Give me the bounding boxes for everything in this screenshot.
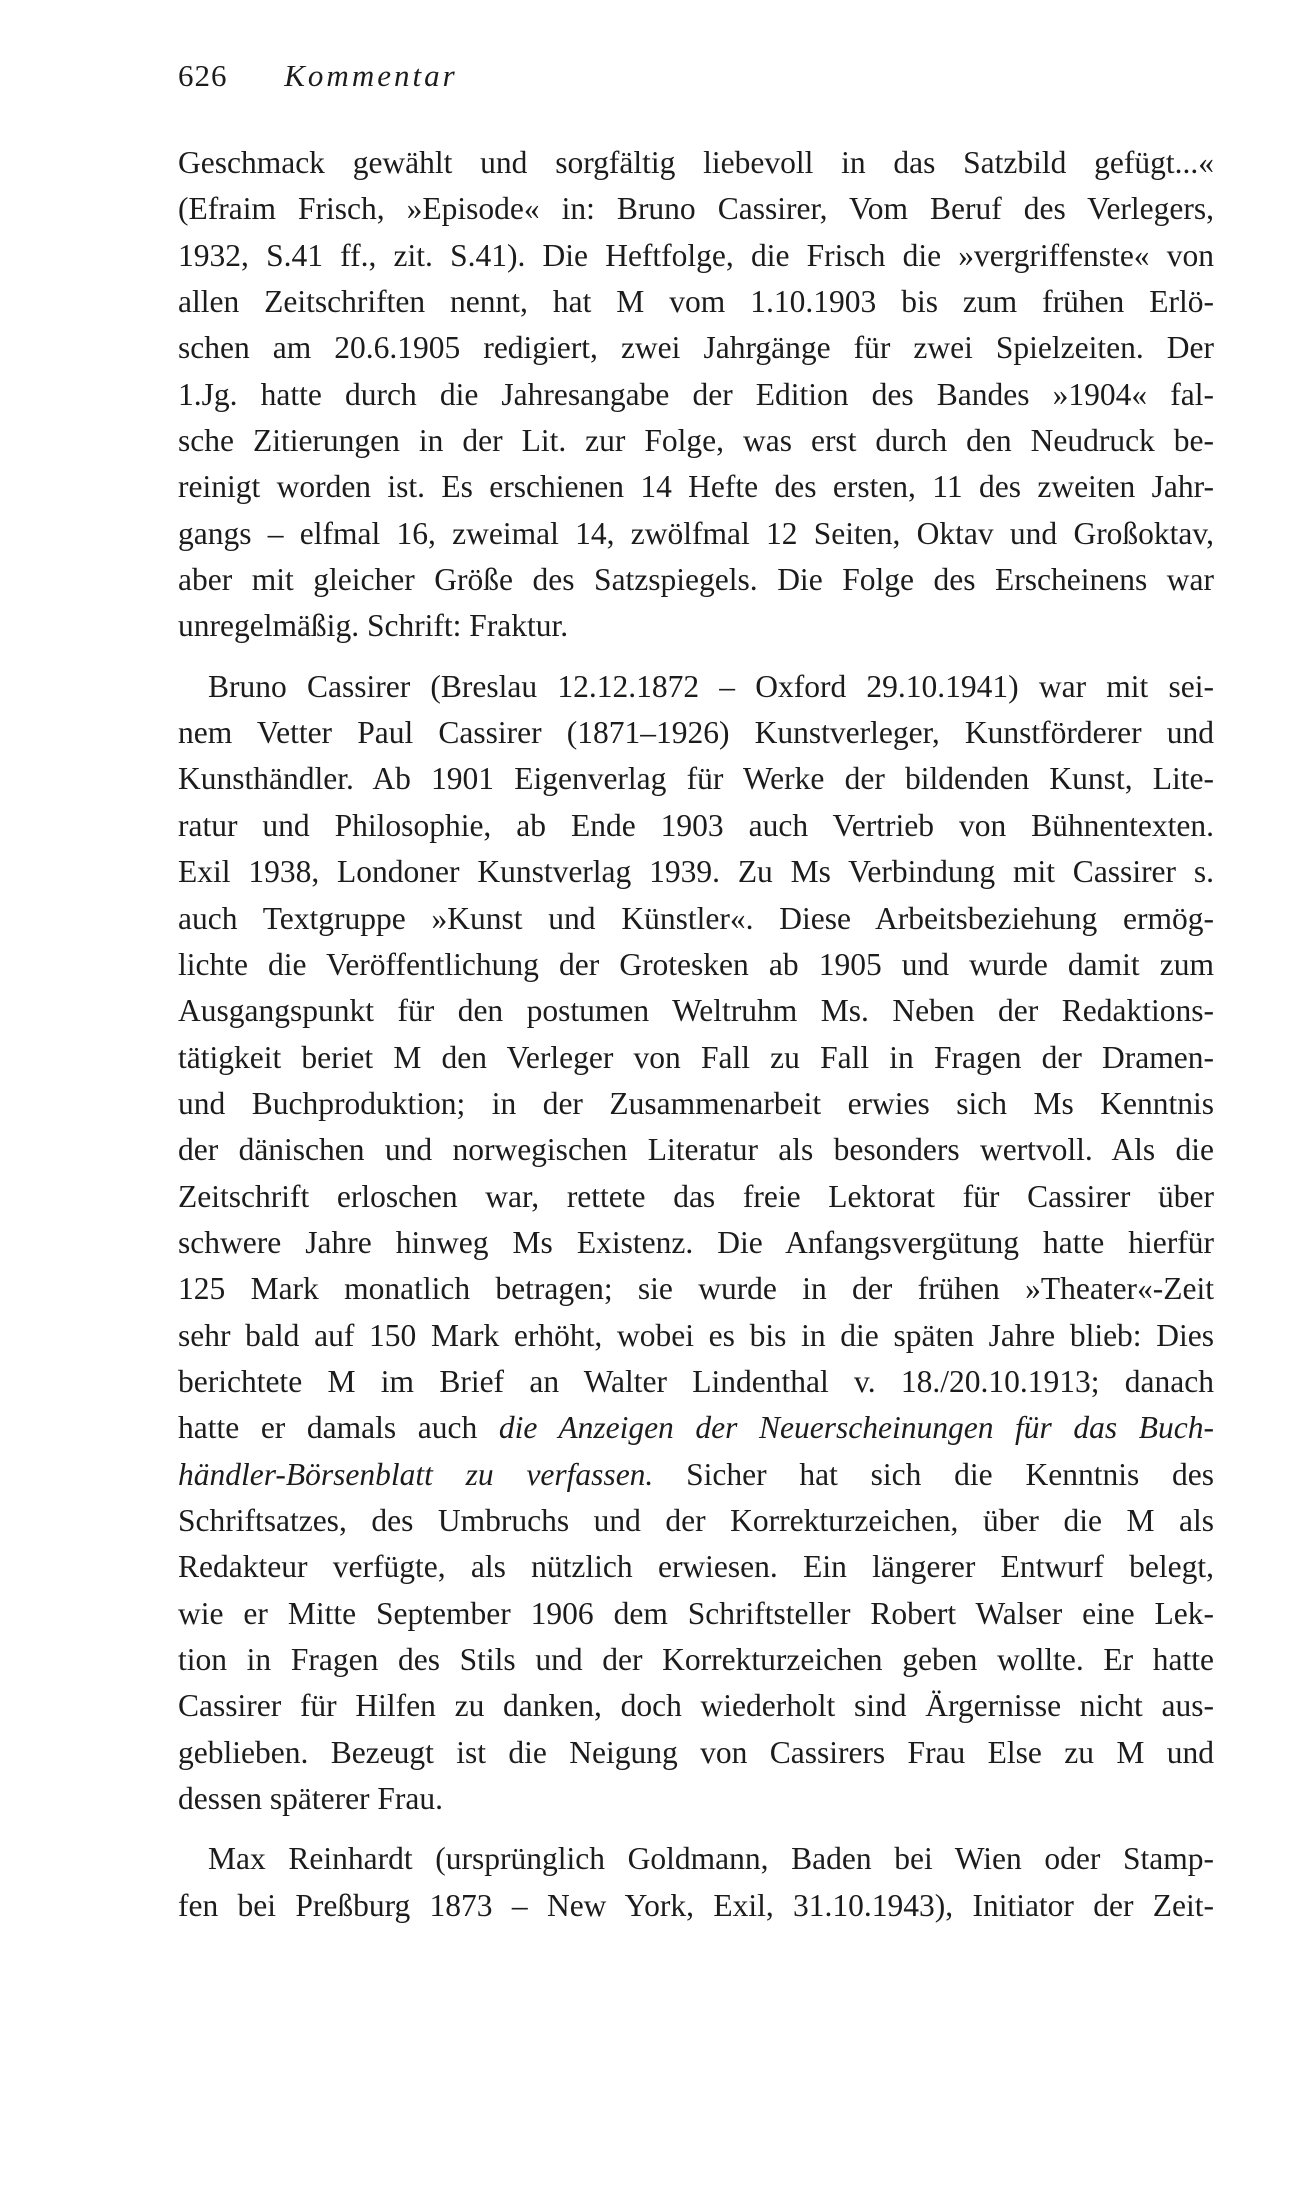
paragraph — [178, 140, 1214, 650]
line-text: berichtete M im Brief an Walter Lindenthal v. 18./20.10.1913; danach — [178, 1363, 1214, 1399]
text-line — [178, 511, 1214, 557]
running-title: Kommentar — [284, 58, 458, 93]
text-line — [178, 1591, 1214, 1637]
line-text: Kunsthändler. Ab 1901 Eigenverlag für Werke der bildenden Kunst, Lite- — [178, 761, 1214, 797]
text-line — [178, 1776, 1214, 1822]
text-line — [178, 1127, 1214, 1173]
text-line — [178, 186, 1214, 232]
line-text: fen bei Preßburg 1873 – New York, Exil, 31.10.1943), Initiator der Zeit- — [178, 1887, 1214, 1923]
paragraph — [178, 664, 1214, 1823]
line-text: ratur und Philosophie, ab Ende 1903 auch Vertrieb von Bühnentexten. — [178, 807, 1214, 843]
line-text: Sicher hat sich die Kenntnis des — [653, 1456, 1214, 1492]
text-line — [178, 1266, 1214, 1312]
line-text: allen Zeitschriften nennt, hat M vom 1.10.1903 bis zum frühen Erlö- — [178, 284, 1214, 320]
text-line — [178, 1313, 1214, 1359]
line-text: wie er Mitte September 1906 dem Schriftsteller Robert Walser eine Lek- — [178, 1595, 1214, 1631]
line-text: 1.Jg. hatte durch die Jahresangabe der Edition des Bandes »1904« fal- — [178, 376, 1214, 412]
text-line — [178, 1220, 1214, 1266]
line-text: Exil 1938, Londoner Kunstverlag 1939. Zu Ms Verbindung mit Cassirer s. — [178, 854, 1214, 890]
line-text: reinigt worden ist. Es erschienen 14 Hefte des ersten, 11 des zweiten Jahr- — [178, 469, 1214, 505]
text-line — [178, 603, 1214, 649]
text-line — [178, 1405, 1214, 1451]
line-text: tion in Fragen des Stils und der Korrekturzeichen geben wollte. Er hatte — [178, 1642, 1214, 1677]
line-text: aber mit gleicher Größe des Satzspiegels. Die Folge des Erscheinens war — [178, 562, 1214, 598]
text-line — [178, 418, 1214, 464]
text-line — [178, 1637, 1214, 1683]
text-line — [178, 372, 1214, 418]
paragraph — [178, 1836, 1214, 1929]
italic-quote: die Anzeigen der Neuerscheinungen für das Buch- — [498, 1410, 1214, 1446]
line-text: dessen späterer Frau. — [178, 1781, 444, 1817]
text-line — [178, 279, 1214, 325]
text-line — [178, 464, 1214, 510]
line-text: Ausgangspunkt für den postumen Weltruhm Ms. Neben der Redaktions- — [178, 993, 1214, 1029]
line-text: Redakteur verfügte, als nützlich erwiesen. Ein längerer Entwurf belegt, — [178, 1549, 1214, 1585]
line-text: Geschmack gewählt und sorgfältig liebevoll in das Satzbild gefügt...« — [178, 145, 1214, 180]
text-line — [178, 1544, 1214, 1590]
text-line — [178, 664, 1214, 710]
text-line — [178, 140, 1214, 186]
text-line — [178, 1081, 1214, 1127]
line-text: hatte er damals auch — [178, 1410, 499, 1446]
text-line — [178, 896, 1214, 942]
text-line — [178, 988, 1214, 1034]
line-text: auch Textgruppe »Kunst und Künstler«. Diese Arbeitsbeziehung ermög- — [178, 900, 1214, 936]
line-text: lichte die Veröffentlichung der Grotesken ab 1905 und wurde damit zum — [178, 946, 1214, 982]
line-text: 125 Mark monatlich betragen; sie wurde in der frühen »Theater«-Zeit — [178, 1271, 1214, 1307]
text-line — [178, 557, 1214, 603]
line-text: tätigkeit beriet M den Verleger von Fall zu Fall in Fragen der Dramen- — [178, 1039, 1214, 1075]
commentary-body — [178, 140, 1214, 1929]
line-text: unregelmäßig. Schrift: Fraktur. — [178, 608, 569, 644]
line-text: der dänischen und norwegischen Literatur als besonders wertvoll. Als die — [178, 1132, 1214, 1168]
text-line — [178, 1035, 1214, 1081]
text-line — [178, 756, 1214, 802]
running-head — [178, 58, 458, 94]
line-text: geblieben. Bezeugt ist die Neigung von Cassirers Frau Else zu M und — [178, 1734, 1214, 1770]
line-text: sehr bald auf 150 Mark erhöht, wobei es bis in die späten Jahre blieb: Dies — [178, 1317, 1214, 1353]
text-line — [178, 1174, 1214, 1220]
text-line — [178, 1836, 1214, 1882]
text-line — [178, 325, 1214, 371]
text-line — [178, 942, 1214, 988]
line-text: Zeitschrift erloschen war, rettete das freie Lektorat für Cassirer über — [178, 1178, 1214, 1214]
line-text: gangs – elfmal 16, zweimal 14, zwölfmal 12 Seiten, Oktav und Großoktav, — [178, 515, 1214, 551]
line-text: und Buchproduktion; in der Zusammenarbeit erwies sich Ms Kenntnis — [178, 1085, 1214, 1121]
text-line — [178, 1498, 1214, 1544]
line-text: schwere Jahre hinweg Ms Existenz. Die Anfangsvergütung hatte hierfür — [178, 1224, 1214, 1260]
italic-quote: händler-Börsenblatt zu verfassen. — [178, 1456, 654, 1492]
text-line — [178, 1359, 1214, 1405]
line-text: schen am 20.6.1905 redigiert, zwei Jahrgänge für zwei Spielzeiten. Der — [178, 330, 1214, 366]
text-line — [178, 1683, 1214, 1729]
line-text: Cassirer für Hilfen zu danken, doch wiederholt sind Ärgernisse nicht aus- — [178, 1688, 1214, 1724]
line-text: sche Zitierungen in der Lit. zur Folge, was erst durch den Neudruck be- — [178, 423, 1214, 459]
text-line — [178, 849, 1214, 895]
text-line — [178, 710, 1214, 756]
line-text: Schriftsatzes, des Umbruchs und der Korrekturzeichen, über die M als — [178, 1502, 1214, 1538]
line-text: Bruno Cassirer (Breslau 12.12.1872 – Oxford 29.10.1941) war mit sei- — [208, 668, 1214, 704]
text-line — [178, 1883, 1214, 1929]
line-text: 1932, S.41 ff., zit. S.41). Die Heftfolge, die Frisch die »vergriffenste« von — [178, 237, 1214, 273]
line-text: Max Reinhardt (ursprünglich Goldmann, Baden bei Wien oder Stamp- — [208, 1841, 1214, 1877]
text-line — [178, 1452, 1214, 1498]
line-text: (Efraim Frisch, »Episode« in: Bruno Cassirer, Vom Beruf des Verlegers, — [178, 191, 1214, 227]
line-text: nem Vetter Paul Cassirer (1871–1926) Kunstverleger, Kunstförderer und — [178, 715, 1214, 751]
text-line — [178, 803, 1214, 849]
text-line — [178, 1730, 1214, 1776]
text-line — [178, 233, 1214, 279]
page-number: 626 — [178, 58, 228, 93]
